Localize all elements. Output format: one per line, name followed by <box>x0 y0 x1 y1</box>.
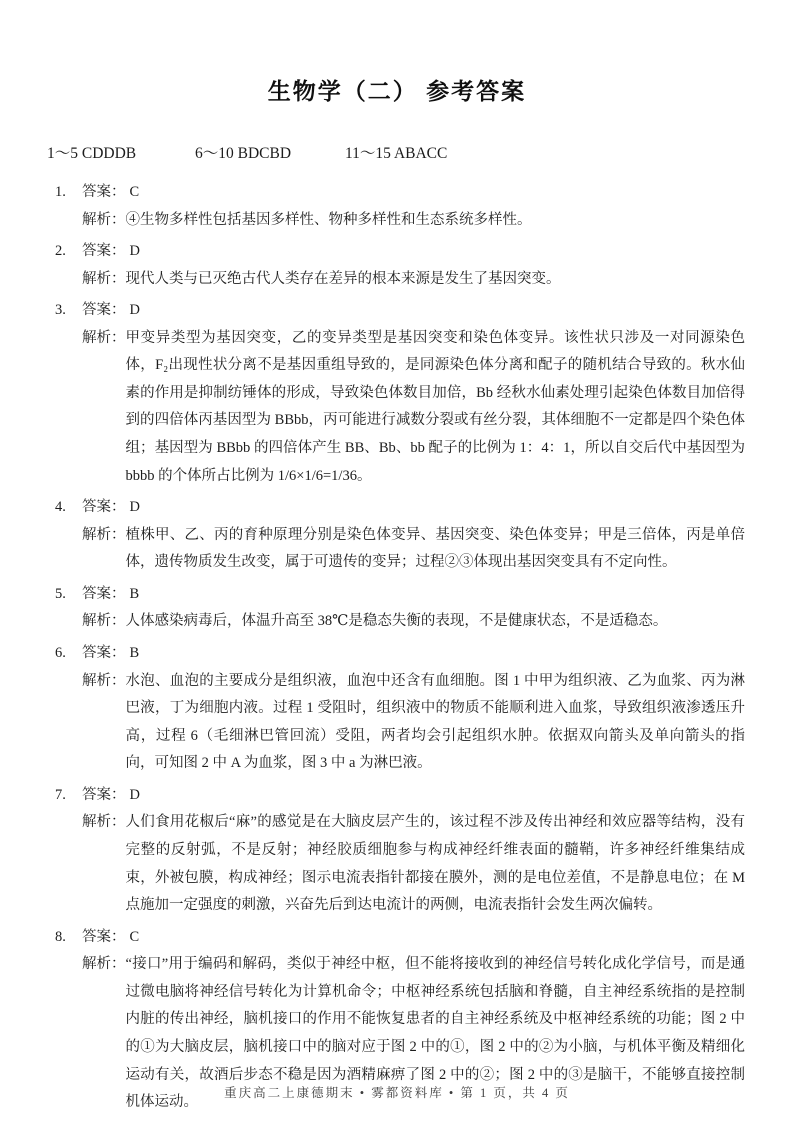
answer-row <box>0 924 794 952</box>
answer-label: 答案： <box>82 302 126 319</box>
answer-row <box>0 494 794 522</box>
answer-row <box>0 179 794 207</box>
item-number: 5. <box>55 585 66 602</box>
item-number: 7. <box>55 786 66 803</box>
page-footer: 重庆高二上康德期末 • 雾都资料库 • 第 1 页，共 4 页 <box>224 1086 570 1100</box>
answer-letter: D <box>129 302 140 319</box>
answer-item-2 <box>0 238 794 293</box>
analysis-text: 植株甲、乙、丙的育种原理分别是染色体变异、基因突变、染色体变异；甲是三倍体，丙是单倍体，遗传物质发生改变，属于可遗传的变异；过程②③体现出基因突变具有不定向性。 <box>125 526 745 571</box>
item-number: 4. <box>55 499 66 516</box>
answer-label: 答案： <box>82 499 126 516</box>
analysis-text: 人们食用花椒后“麻”的感觉是在大脑皮层产生的，该过程不涉及传出神经和效应器等结构，没有完整的反射弧，不是反射；神经胶质细胞参与构成神经纤维表面的髓鞘，许多神经纤维集结成束，外被包膜，构成神经；图示电流表指针都接在膜外，测的是电位差值，不是静息电位；在 M 点施加一定强度的刺激，兴奋先后到达电流计的两侧，电流表指针会发生两次偏转。 <box>125 814 745 914</box>
answer-row <box>0 238 794 266</box>
analysis-text: ④生物多样性包括基因多样性、物种多样性和生态系统多样性。 <box>125 211 532 228</box>
item-number: 2. <box>55 243 66 260</box>
answer-row <box>0 640 794 668</box>
answer-letter: B <box>129 585 140 602</box>
analysis-row <box>0 325 794 491</box>
answer-label: 答案： <box>82 243 126 260</box>
analysis-row <box>0 809 794 919</box>
analysis-row <box>0 207 794 235</box>
page-title: 生物学（二） 参考答案 <box>267 78 527 104</box>
item-number: 3. <box>55 302 66 319</box>
analysis-text: 水泡、血泡的主要成分是组织液，血泡中还含有血细胞。图 1 中甲为组织液、乙为血浆、丙为淋巴液，丁为细胞内液。过程 1 受阻时，组织液中的物质不能顺利进入血浆，导致组织液渗透压升高，过程 6（毛细淋巴管回流）受阻，两者均会引起组织水肿。依据双向箭头及单向箭头的指向，可知图 2 中 A 为血浆，图 3 中 a 为淋巴液。 <box>125 672 745 772</box>
analysis-row <box>0 266 794 294</box>
item-number: 1. <box>55 184 66 200</box>
analysis-label: 解析： <box>82 211 126 228</box>
answer-letter: D <box>129 243 140 260</box>
answer-letter: D <box>129 786 140 803</box>
answer-row <box>0 297 794 325</box>
analysis-row <box>0 668 794 778</box>
answer-key-range-11-15: 11～15 ABACC <box>345 145 448 162</box>
analysis-text: 人体感染病毒后，体温升高至 38℃是稳态失衡的表现，不是健康状态，不是适稳态。 <box>125 613 668 630</box>
analysis-label: 解析： <box>82 672 126 689</box>
analysis-text: 现代人类与已灭绝古代人类存在差异的根本来源是发生了基因突变。 <box>125 270 561 287</box>
answer-label: 答案： <box>82 585 126 602</box>
answer-letter: B <box>129 645 140 662</box>
analysis-row <box>0 522 794 577</box>
answer-row <box>0 581 794 609</box>
item-number: 6. <box>55 645 66 662</box>
analysis-label: 解析： <box>82 526 126 543</box>
analysis-label: 解析： <box>82 956 126 973</box>
answer-row <box>0 782 794 810</box>
answer-items-list <box>0 179 794 1117</box>
answer-letter: C <box>129 184 140 200</box>
answer-item-7 <box>0 782 794 920</box>
analysis-label: 解析： <box>82 814 126 831</box>
answer-item-1 <box>0 179 794 234</box>
answer-item-4 <box>0 494 794 577</box>
analysis-text: 甲变异类型为基因突变，乙的变异类型是基因突变和染色体变异。该性状只涉及一对同源染色体，F₂出现性状分离不是基因重组导致的，是同源染色体分离和配子的随机结合导致的。秋水仙素的作用是抑制纺锤体的形成，导致染色体数目加倍，Bb 经秋水仙素处理引起染色体数目加倍得到的四倍体丙基因型为 BBbb，丙可能进行减数分裂或有丝分裂，其体细胞不一定都是四个染色体组；基因型为 BBbb 的四倍体产生 BB、Bb、bb 配子的比例为 1：4：1，所以自交后代中基因型为 bbbb 的个体所占比例为 1/6×1/6=1/36。 <box>125 329 745 484</box>
answer-item-6 <box>0 640 794 778</box>
answer-label: 答案： <box>82 786 126 803</box>
answer-key-summary <box>0 144 794 164</box>
item-number: 8. <box>55 928 66 945</box>
answer-item-3 <box>0 297 794 490</box>
answer-key-range-6-10: 6～10 BDCBD <box>195 145 292 162</box>
answer-key-range-1-5: 1～5 CDDDB <box>47 145 137 162</box>
analysis-text: “接口”用于编码和解码，类似于神经中枢，但不能将接收到的神经信号转化成化学信号，而是通过微电脑将神经信号转化为计算机命令；中枢神经系统包括脑和脊髓，自主神经系统指的是控制内脏的传出神经，脑机接口的作用不能恢复患者的自主神经系统及中枢神经系统的功能；图 2 中的①为大脑皮层，脑机接口中的脑对应于图 2 中的①，图 2 中的②为小脑，与机体平衡及精细化运动有关，故酒后步态不稳是因为酒精麻痹了图 2 中的②；图 2 中的③是脑干，不能够直接控制机体运动。 <box>125 956 745 1111</box>
answer-item-5 <box>0 581 794 636</box>
analysis-label: 解析： <box>82 270 126 287</box>
analysis-label: 解析： <box>82 613 126 630</box>
analysis-row <box>0 608 794 636</box>
answer-letter: C <box>129 928 140 945</box>
answer-label: 答案： <box>82 184 126 200</box>
analysis-label: 解析： <box>82 329 126 346</box>
answer-letter: D <box>129 499 140 516</box>
answer-label: 答案： <box>82 645 126 662</box>
answer-label: 答案： <box>82 928 126 945</box>
